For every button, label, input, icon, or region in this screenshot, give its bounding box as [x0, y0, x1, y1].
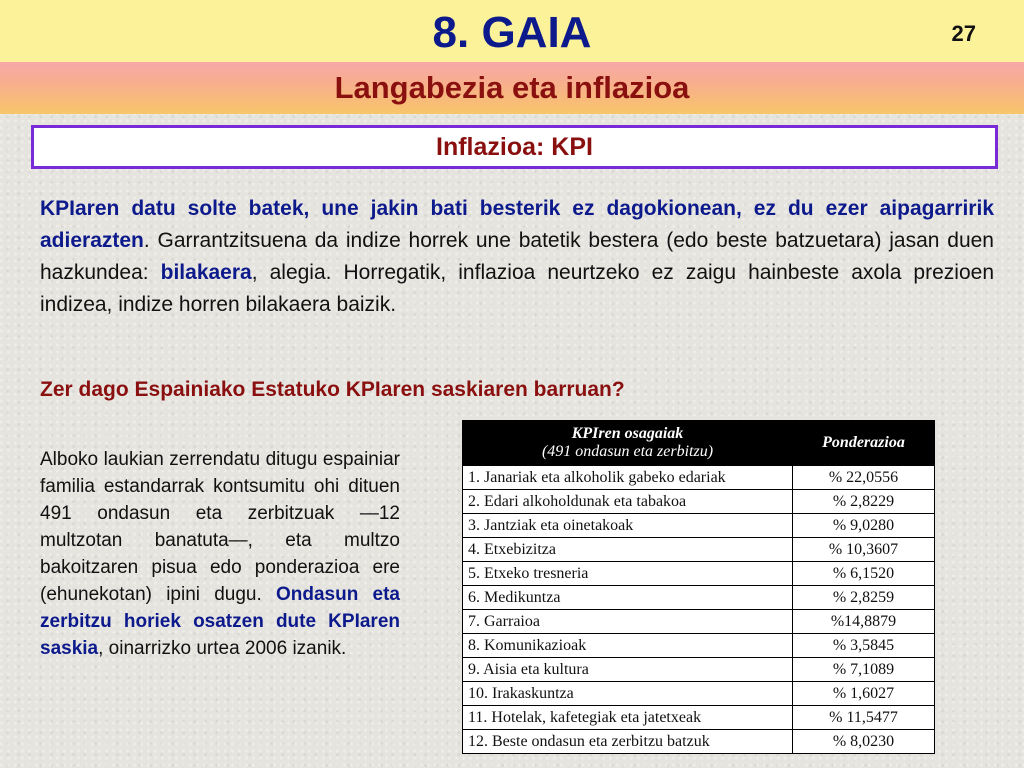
table-row: [463, 538, 935, 562]
table-cell-name: 6. Medikuntza: [463, 586, 793, 610]
table-cell-value: % 2,8229: [793, 490, 935, 514]
table-cell-value: % 1,6027: [793, 682, 935, 706]
table-cell-name: 4. Etxebizitza: [463, 538, 793, 562]
table-cell-value: %14,8879: [793, 610, 935, 634]
table-row: [463, 682, 935, 706]
table-header-components: [463, 421, 793, 466]
table-row: [463, 490, 935, 514]
page-number: 27: [951, 21, 976, 46]
table-row: [463, 658, 935, 682]
table-cell-name: 2. Edari alkoholdunak eta tabakoa: [463, 490, 793, 514]
table-cell-name: 9. Aisia eta kultura: [463, 658, 793, 682]
page-subtitle: Langabezia eta inflazioa: [334, 70, 690, 105]
table-row: [463, 610, 935, 634]
intro-bold-text: KPIaren datu solte batek, une jakin bati besterik ez dagokionean, ez du ezer aipagarririk adierazten: [40, 197, 994, 252]
intro-text-1: . Garrantzitsuena da indize horrek une batetik bestera (edo beste batzuetara) jasan duen hazkundea:: [40, 229, 994, 284]
table-row: [463, 562, 935, 586]
table-cell-value: % 7,1089: [793, 658, 935, 682]
intro-text-2: , alegia. Horregatik, inflazioa neurtzeko ez zaigu hainbeste axola prezioen indizea, indize horren bilakaera baizik.: [40, 261, 994, 316]
table-cell-value: % 22,0556: [793, 466, 935, 490]
table-header-components-title: KPIren osagaiak: [571, 425, 684, 442]
page-title: 8. GAIA: [432, 8, 592, 57]
table-cell-name: 7. Garraioa: [463, 610, 793, 634]
side-text-1: Alboko laukian zerrendatu ditugu espainiar familia estandarrak kontsumitu ohi dituen 491 ondasun eta zerbitzuak —12 multzotan banatuta—, eta multzo bakoitzaren pisua edo ponderazioa ere (ehunekotan) ipini dugu.: [40, 449, 400, 605]
table-row: [463, 634, 935, 658]
table-cell-name: 11. Hotelak, kafetegiak eta jatetxeak: [463, 706, 793, 730]
table-cell-value: % 10,3607: [793, 538, 935, 562]
table-row: [463, 514, 935, 538]
table-header-components-subtitle: (491 ondasun eta zerbitzu): [541, 443, 714, 460]
intro-paragraph: [40, 193, 994, 321]
table-header-row: [463, 421, 935, 466]
table-cell-value: % 6,1520: [793, 562, 935, 586]
section-title: Inflazioa: KPI: [436, 133, 593, 161]
table-cell-name: 12. Beste ondasun eta zerbitzu batzuk: [463, 730, 793, 754]
table-row: [463, 586, 935, 610]
table-cell-value: % 8,0230: [793, 730, 935, 754]
table-cell-name: 3. Jantziak eta oinetakoak: [463, 514, 793, 538]
table-cell-name: 5. Etxeko tresneria: [463, 562, 793, 586]
kpi-table: [462, 420, 935, 754]
table-cell-name: 8. Komunikazioak: [463, 634, 793, 658]
table-cell-value: % 3,5845: [793, 634, 935, 658]
table-row: [463, 466, 935, 490]
side-text-2: , oinarrizko urtea 2006 izanik.: [98, 638, 347, 659]
table-cell-name: 10. Irakaskuntza: [463, 682, 793, 706]
side-paragraph: [40, 446, 400, 662]
section-title-box: [31, 125, 998, 169]
table-row: [463, 730, 935, 754]
table-cell-value: % 2,8259: [793, 586, 935, 610]
table-cell-name: 1. Janariak eta alkoholik gabeko edariak: [463, 466, 793, 490]
table-header-weight: Ponderazioa: [793, 421, 935, 466]
side-bold-text: Ondasun eta zerbitzu horiek osatzen dute KPIaren saskia: [40, 584, 401, 659]
intro-bold-word: bilakaera: [160, 261, 252, 284]
table-cell-value: % 9,0280: [793, 514, 935, 538]
question-heading: Zer dago Espainiako Estatuko KPIaren saskiaren barruan?: [40, 378, 625, 401]
table-row: [463, 706, 935, 730]
table-cell-value: % 11,5477: [793, 706, 935, 730]
